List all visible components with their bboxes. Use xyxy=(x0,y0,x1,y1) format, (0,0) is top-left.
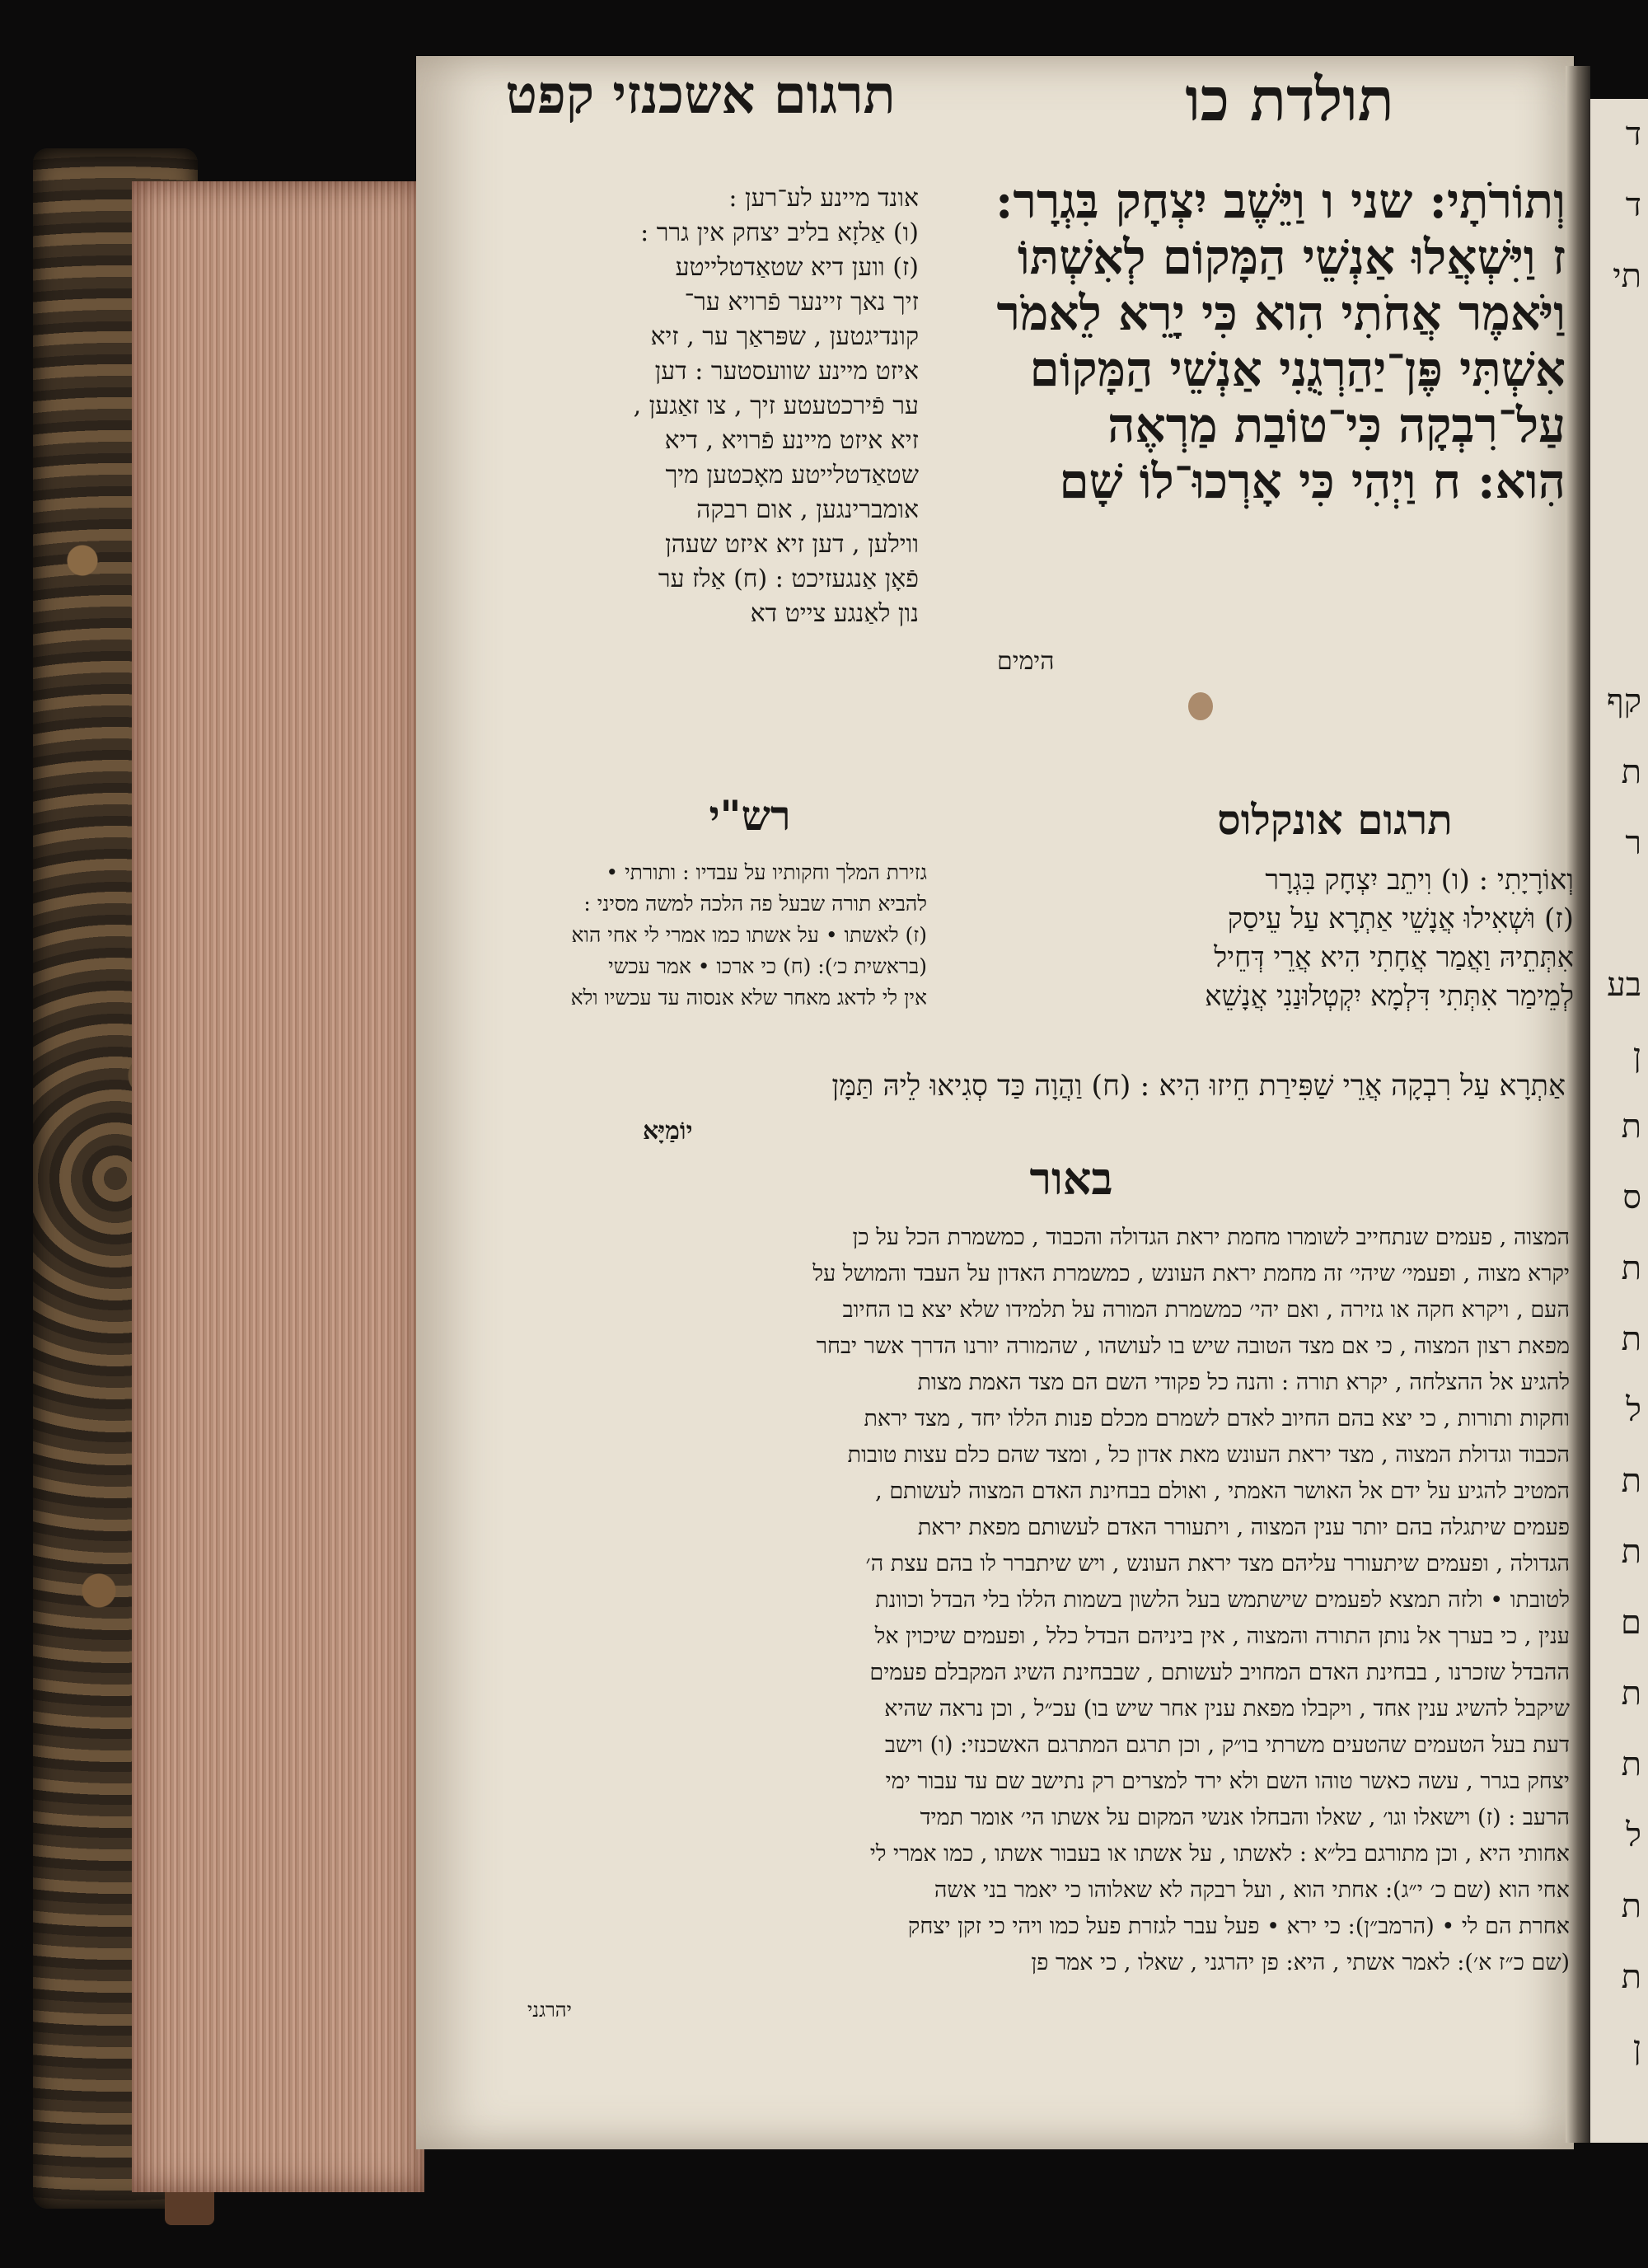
right-page-letter: ד xyxy=(1625,115,1641,153)
biur-heading: באור xyxy=(1029,1152,1113,1205)
biur-line: אחרת הם לי • (הרמב״ן): כי ירא • פעל עבר לגזרת פעל כמו ויהי כי זקן יצחק xyxy=(907,1914,1570,1939)
right-page-letter: ת xyxy=(1621,1746,1641,1783)
translation-line: פֿאָן אַנגעזיכט : (ח) אַלז ער xyxy=(658,565,919,593)
main-text-block xyxy=(923,173,1566,509)
translation-line: קונדיגטען , שפּראַך ער , זיא xyxy=(650,322,919,351)
right-page-letter: ת xyxy=(1621,1958,1641,1996)
rashi-commentary xyxy=(478,857,927,1014)
biur-line: לטובתו • ולזה תמצא לפעמים שישתמש בעל הלשון בשמות הללו בלי הבדל וכוונת xyxy=(875,1587,1570,1613)
onkelos-line: אִתְּתֵיהּ וַאֲמַר אֲחָתִי הִיא אֲרֵי דְּחֵיל xyxy=(1214,941,1574,974)
main-text-line: וְתוֹרֹתָי: שני ו וַיֵּשֶׁב יִצְחָק בִּגְרָר: xyxy=(995,173,1566,229)
right-page-letter: ת xyxy=(1621,1462,1641,1500)
translation-line: (ו) אַלזָא בליב יצחק אין גרר : xyxy=(640,218,919,247)
biur-line: העם , ויקרא חקה או גזירה , ואם יהי׳ כמשמרת המורה על תלמידו שלא יצא בו החיוב xyxy=(842,1297,1570,1323)
biur-catchword: יהרגני xyxy=(527,1999,572,2022)
biur-line: אחי הוא (שם כ׳ י״ג): אחתי הוא , ועל רבקה לא שאלוהו כי יאמר בני אשה xyxy=(934,1877,1570,1903)
biur-line: וחקות ותורות , כי יצא בהם החיוב לאדם לשמרם מכלם פנות הללו יחד , מצד יראת xyxy=(864,1406,1570,1432)
translation-line: אומברינגען , אום רבקה xyxy=(696,495,919,524)
right-page-letter: ם xyxy=(1621,1604,1641,1642)
onkelos-heading: תרגום אונקלוס xyxy=(1217,795,1453,844)
main-text-line: ז וַיִּשְׁאֲלוּ אַנְשֵׁי הַמָּקוֹם לְאִשְׁתּוֹ xyxy=(1017,229,1566,285)
translation-line: ווילען , דען זיא איזט שעהן xyxy=(665,530,919,559)
translation-line: ער פֿירכטעטע זיך , צו זאַגען , xyxy=(633,391,919,420)
rashi-line: אין לי לדאג מאחר שלא אנסוה עד עכשיו ולא xyxy=(570,986,927,1010)
right-page-letter: ת xyxy=(1621,1320,1641,1358)
right-page-letter xyxy=(1590,382,1641,453)
right-page-letter: ת xyxy=(1621,1675,1641,1713)
onkelos-line: לְמֵימַר אִתְּתִי דִּלְמָא יִקְטְלוּנַנִי אֲנָשֵׁא xyxy=(1205,980,1574,1013)
biur-line: שיקבל להשיג ענין אחד , ויקבלו מפאת ענין אחר שיש בו) עכ״ל , וכן נראה שהיא xyxy=(884,1696,1570,1722)
biur-line: יקרא מצוה , ופעמי׳ שיהי׳ זה מחמת יראת העונש , כמשמרת האדון על העבד והמושל על xyxy=(812,1261,1570,1286)
biur-line: מפאת רצון המצוה , כי אם מצד הטובה שיש בו לעושהו , שהמורה יורנו הדרך אשר יבחר xyxy=(816,1333,1570,1359)
rashi-line: (בראשית כ׳): (ח) כי ארכו • אמר עכשי xyxy=(608,954,927,978)
right-page-letter xyxy=(1590,595,1641,666)
page-edges xyxy=(132,181,424,2192)
right-page-letter: ד xyxy=(1625,186,1641,224)
right-page-letter: ת xyxy=(1621,1533,1641,1571)
biur-line: להגיע אל ההצלחה , יקרא תורה : והנה כל פקודי השם הם מצד האמת מצות xyxy=(917,1370,1570,1395)
biur-line: יצחק בגרר , עשה כאשר טוהו השם ולא ירד למצרים רק נתישב שם עד עבור ימי xyxy=(885,1769,1570,1794)
onkelos-line: (ז) וּשְׁאִילוּ אֲנָשֵׁי אַתְרָא עַל עֵיסַק xyxy=(1227,902,1574,935)
biur-commentary xyxy=(527,1220,1570,1981)
right-page-letter xyxy=(1590,312,1641,382)
main-text-line: אִשְׁתִּי פֶּן־יַהַרְגֻנִי אַנְשֵׁי הַמָּקוֹם xyxy=(1029,341,1566,397)
header-right-title: תולדת כו xyxy=(1185,64,1394,134)
onkelos-line: וְאוֹרָיָתִי : (ו) וִיתֵב יִצְחָק בִּגְרָר xyxy=(1265,864,1574,897)
rashi-line: (ז) לאשתו • על אשתו כמו אמרי לי אחי הוא xyxy=(571,923,927,947)
biur-line: הגדולה , ופעמים שיתעורר עליהם מצד יראת העונש , ויש שיתברר לו בהם עצת ה׳ xyxy=(865,1551,1570,1577)
translation-line: איזט מיינע שוועסטער : דען xyxy=(654,357,919,386)
biur-line: פעמים שיתגלה בהם יותר ענין המצוה , ויתעורר האדם לעשותם מפאת יראת xyxy=(917,1515,1570,1540)
right-page-letter: ר xyxy=(1625,824,1641,862)
main-text-line: עַל־רִבְקָה כִּי־טוֹבַת מַרְאֶה xyxy=(1107,397,1566,453)
biur-line: דעת בעל הטעמים שהטעים משרתי בו״ק , וכן תרגם המתרגם האשכנזי: (ו) וישב xyxy=(884,1732,1570,1758)
rashi-line: להביא תורה שבעל פה הלכה למשה מסיני : xyxy=(583,892,927,916)
right-page-letter xyxy=(1590,879,1641,949)
translation-line: שטאַדטלייטע מאָכטען מיך xyxy=(665,461,919,490)
biur-line: המצוה , פעמים שנתחייב לשומרו מחמת יראת הגדולה והכבוד , כמשמרת הכל על כן xyxy=(852,1225,1570,1250)
rashi-line: גזירת המלך וחקותיו על עבדיו : ותורתי • xyxy=(606,860,927,884)
right-page-letter: תי xyxy=(1613,257,1641,295)
right-page-letter: ס xyxy=(1622,1179,1641,1216)
translation-column xyxy=(461,181,919,631)
right-page-letters xyxy=(1590,99,1648,2083)
main-text-line: וַיֹּאמֶר אֲחֹתִי הִוא כִּי יָרֵא לֵאמֹר xyxy=(996,285,1566,341)
biur-line: אחותי היא , וכן מתורגם בל״א : לאשתו , על אשתו או בעבור אשתו , כמו אמרי לי xyxy=(869,1841,1570,1867)
header-left-title: תרגום אשכנזי קפט xyxy=(505,64,896,126)
right-page-letter: ת xyxy=(1621,1249,1641,1287)
right-page-letter: ת xyxy=(1621,753,1641,791)
right-page-letter: ל xyxy=(1626,1816,1641,1854)
right-page-fragment xyxy=(1590,99,1648,2143)
biur-line: הכבוד וגדולת המצוה , מצד יראת העונש מאת אדון כל , ומצד שהם כלם עצות טובות xyxy=(847,1442,1570,1468)
biur-line: הרעב : (ז) וישאלו וגו׳ , שאלו והבחלו אנשי המקום על אשתו הי׳ אומר תמיד xyxy=(920,1805,1570,1830)
biur-line: ההבדל שזכרנו , בבחינת האדם המחויב לעשותם , שבבחינת השיג המקבלם פעמים xyxy=(869,1660,1570,1685)
onkelos-catchword: יוֹמַיָּא xyxy=(643,1117,693,1146)
rashi-heading: רש"י xyxy=(709,791,791,840)
right-page-letter: ת xyxy=(1621,1108,1641,1146)
main-text-line: הִוא: ח וַיְהִי כִּי אָרְכוּ־לוֹ שָׁם xyxy=(1059,453,1566,509)
right-page-letter xyxy=(1590,524,1641,595)
translation-line: זיא איזט מיינע פֿרויא , דיא xyxy=(664,426,919,455)
translation-line: נון לאַנגע צייט דא xyxy=(750,599,919,628)
onkelos-last-line: אַתְרָא עַל רִבְקָה אֲרֵי שַׁפִּירַת חֵיזוּ הִיא : (ח) וַהֲוָה כַּד סְגִיאוּ לֵיהּ תַּמָּן xyxy=(831,1070,1566,1103)
biur-line: (שם כ״ז א׳): לאמר אשתי , היא: פן יהרגני , שאלו , כי אמר פן xyxy=(1031,1950,1570,1975)
right-page-letter: ן xyxy=(1632,2029,1641,2067)
right-page-letter: ן xyxy=(1632,1037,1641,1075)
right-page-letter: קף xyxy=(1606,682,1641,720)
translation-line: אונד מיינע לע־רען : xyxy=(728,184,919,213)
right-page-letter xyxy=(1590,453,1641,524)
right-page-letter: ת xyxy=(1621,1887,1641,1925)
translation-line: זיך נאך זיינער פֿרויא ער־ xyxy=(684,288,919,316)
right-page-letter: ל xyxy=(1626,1391,1641,1429)
biur-line: המטיב להגיע על ידם אל האושר האמתי , ואולם בבחינת האדם המצוה לעשותם , xyxy=(875,1478,1570,1504)
main-catchword: הימים xyxy=(997,647,1055,676)
onkelos-translation xyxy=(931,861,1574,1016)
right-page-letter: בע xyxy=(1607,966,1641,1004)
translation-line: (ז) ווען דיא שטאַדטלייטע xyxy=(675,253,919,282)
paper-stain xyxy=(1188,692,1213,720)
biur-line: ענין , כי בערך אל נותן התורה והמצוה , אין ביניהם הבדל כלל , ופעמים שיכוין אל xyxy=(874,1624,1570,1649)
